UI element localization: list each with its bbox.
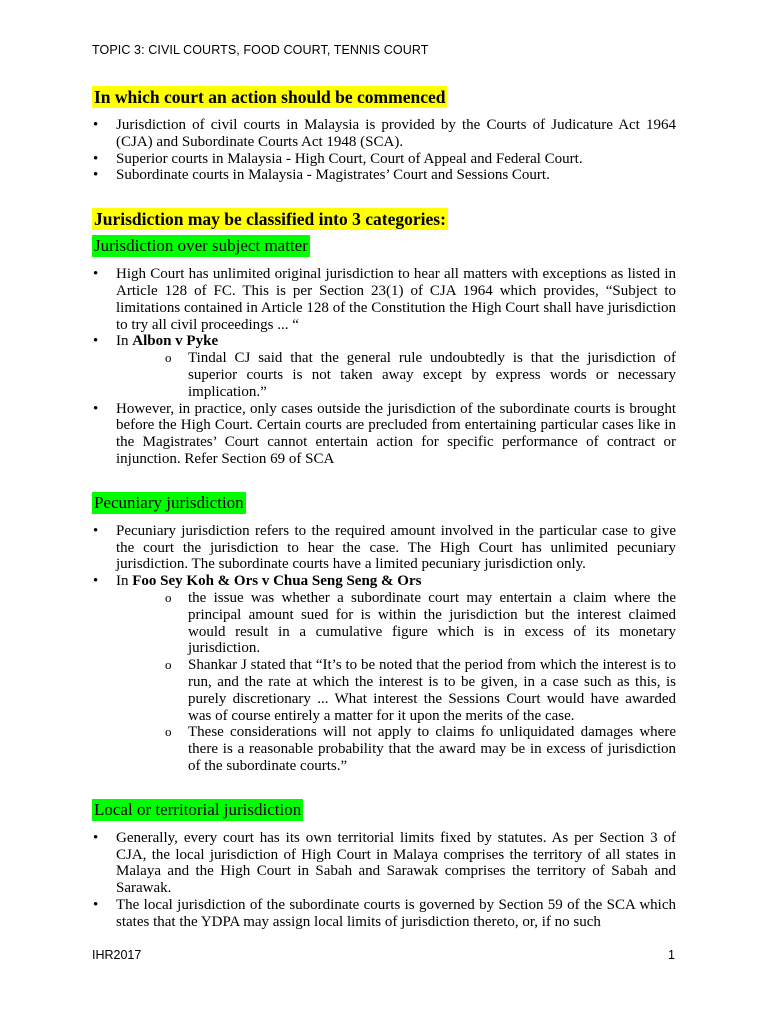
- list-item: • High Court has unlimited original jurisdiction to hear all matters with exceptions as listed in Article 128 of FC. This is per Section 23(1) of CJA 1964 which provides, “Subject to limitations contained in Article 128 of the Constitution the High Court shall have jurisdiction to try all civil proceedings ... “: [92, 266, 676, 333]
- subject-matter-list: [92, 266, 676, 468]
- case-name: Albon v Pyke: [132, 333, 219, 350]
- commence-list: [92, 117, 676, 184]
- list-item: • Subordinate courts in Malaysia - Magistrates’ Court and Sessions Court.: [92, 167, 676, 184]
- case-prefix: In: [116, 333, 133, 350]
- list-item: • Superior courts in Malaysia - High Court, Court of Appeal and Federal Court.: [92, 151, 676, 168]
- list-item: • Pecuniary jurisdiction refers to the required amount involved in the particular case to give the court the jurisdiction to hear the case. The High Court has unlimited pecuniary jurisdiction. The subordinate courts have a limited pecuniary jurisdiction only.: [92, 523, 676, 573]
- heading-commence: In which court an action should be commenced: [94, 87, 446, 107]
- list-item: • However, in practice, only cases outside the jurisdiction of the subordinate courts is brought before the High Court. Certain courts are precluded from entertaining particular cases like in the Magistrates’ Court cannot entertain action for specific performance of contract or injunction. Refer Section 69 of SCA: [92, 401, 676, 468]
- pecuniary-list: [92, 523, 676, 775]
- sub-list-item: o the issue was whether a subordinate court may entertain a claim where the principal amount sued for is within the jurisdiction but the interest claimed would result in a cumulative figure which is in excess of its monetary jurisdiction.: [116, 590, 676, 657]
- page-number: 1: [668, 948, 675, 962]
- sub-list: [116, 590, 676, 775]
- section-categories: [92, 208, 676, 468]
- heading-pecuniary: Pecuniary jurisdiction: [94, 492, 244, 512]
- list-item: • Generally, every court has its own territorial limits fixed by statutes. As per Section 3 of CJA, the local jurisdiction of High Court in Malaya comprises the territory of all states in Malaya and the High Court in Sabah and Sarawak comprises the territory of Sabah and Sarawak.: [92, 830, 676, 897]
- list-item: [92, 333, 676, 400]
- footer-label: IHR2017: [92, 948, 142, 962]
- list-item: [92, 573, 676, 775]
- sub-list-item: o These considerations will not apply to claims fo unliquidated damages where there is a reasonable probability that the award may be in excess of jurisdiction of the subordinate courts.”: [116, 724, 676, 774]
- sub-list: [116, 350, 676, 400]
- section-local: [92, 799, 676, 931]
- document-body: [92, 86, 676, 930]
- heading-local: Local or territorial jurisdiction: [94, 799, 302, 819]
- sub-list-item: o Tindal CJ said that the general rule undoubtedly is that the jurisdiction of superior courts is not taken away except by express words or necessary implication.”: [116, 350, 676, 400]
- section-pecuniary: [92, 492, 676, 775]
- list-item: • The local jurisdiction of the subordinate courts is governed by Section 59 of the SCA which states that the YDPA may assign local limits of jurisdiction thereto, or, if no such: [92, 897, 676, 931]
- section-commence: [92, 86, 676, 184]
- heading-subject-matter: Jurisdiction over subject matter: [94, 236, 308, 256]
- case-prefix: In: [116, 573, 133, 590]
- sub-list-item: o Shankar J stated that “It’s to be noted that the period from which the interest is to run, and the rate at which the interest is to be given, in a case such as this, is purely discretionary ... What interest the Sessions Court would have awarded was of course entirely a matter for it upon the merits of the case.: [116, 657, 676, 724]
- running-header: TOPIC 3: CIVIL COURTS, FOOD COURT, TENNIS COURT: [92, 43, 429, 57]
- heading-categories: Jurisdiction may be classified into 3 categories:: [94, 209, 446, 230]
- local-list: [92, 830, 676, 931]
- list-item: • Jurisdiction of civil courts in Malaysia is provided by the Courts of Judicature Act 1964 (CJA) and Subordinate Courts Act 1948 (SCA).: [92, 117, 676, 151]
- case-name: Foo Sey Koh & Ors v Chua Seng Seng & Ors: [132, 573, 422, 590]
